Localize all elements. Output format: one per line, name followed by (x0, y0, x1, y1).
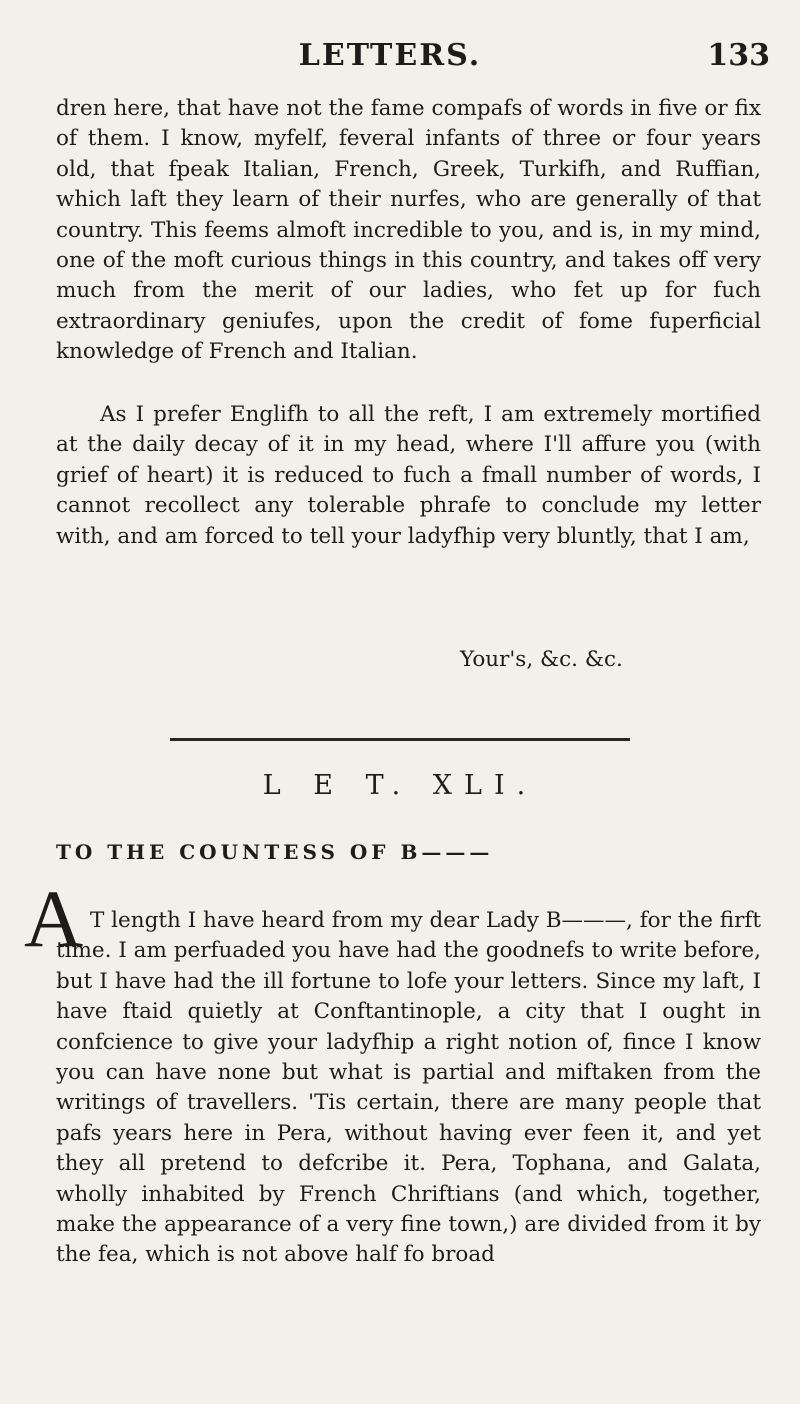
page-number: 133 (707, 38, 770, 73)
running-head (0, 38, 800, 78)
section-divider (170, 738, 630, 741)
letter-number-heading: L E T. XLI. (262, 770, 538, 801)
drop-cap: A (24, 873, 84, 964)
letter-salutation: TO THE COUNTESS OF B——— (56, 840, 494, 864)
running-title: LETTERS. (298, 38, 482, 73)
paragraph-continued: dren here, that have not the fame compafs of words in five or fix of them. I know, myfelf, feveral infants of three or four years old, that fpeak Italian, French, Greek, Turkifh, and Ruffian, which laft they learn of their nurfes, who are generally of that country. This feems almoft incredible to you, and is, in my mind, one of the moft curious things in this country, and takes off very much from the merit of our ladies, who fet up for fuch extraordinary geniufes, upon the credit of fome fuperficial knowledge of French and Italian. (56, 96, 761, 365)
letter-opening-paragraph: T length I have heard from my dear Lady B———, for the firft time. I am perfuaded you have had the goodnefs to write before, but I have had the ill fortune to lofe your letters. Since my laft, I have ftaid quietly at Conftantinople, a city that I ought in confcience to give your ladyfhip a right notion of, fince I know you can have none but what is partial and miftaken from the writings of travellers. 'Tis certain, there are many people that pafs years here in Pera, without having ever feen it, and yet they all pretend to defcribe it. Pera, Tophana, and Galata, wholly inhabited by French Chriftians (and which, together, make the appearance of a very fine town,) are divided from it by the fea, which is not above half fo broad (56, 908, 761, 1268)
paragraph-english-decay: As I prefer Englifh to all the reft, I am extremely mortified at the daily decay of it in my head, where I'll affure you (with grief of heart) it is reduced to fuch a fmall number of words, I cannot recollect any tolerable phrafe to conclude my letter with, and am forced to tell your ladyfhip very bluntly, that I am, (56, 402, 761, 549)
letter-closing: Your's, &c. &c. (460, 647, 623, 672)
